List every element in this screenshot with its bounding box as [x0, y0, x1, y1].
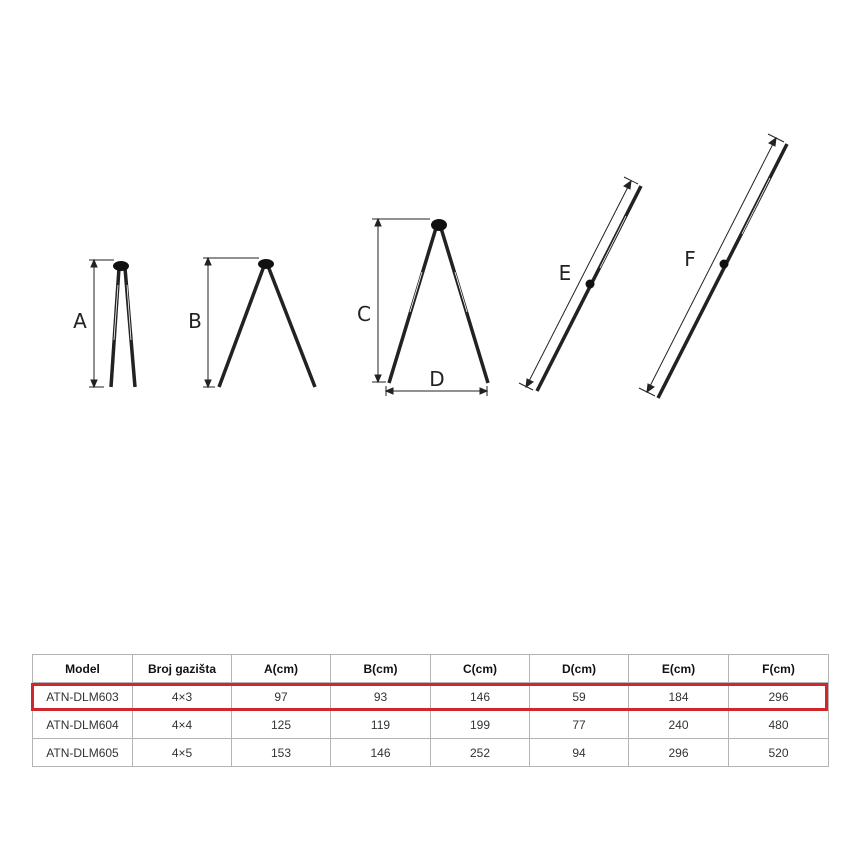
table-header-row	[33, 655, 829, 683]
dimension-d-label: D	[429, 367, 445, 391]
table-row	[33, 739, 829, 767]
cell-e: 184	[629, 683, 729, 711]
dimension-b-line	[203, 258, 259, 387]
cell-d: 77	[530, 711, 629, 739]
cell-b: 119	[331, 711, 431, 739]
ladder-closed-figure	[73, 260, 135, 387]
cell-b: 93	[331, 683, 431, 711]
ladder-extended-figure	[639, 134, 787, 398]
table-row	[33, 711, 829, 739]
cell-c: 146	[431, 683, 530, 711]
ladder-hinge	[586, 280, 595, 289]
cell-a: 125	[232, 711, 331, 739]
dimension-c-label: C	[357, 302, 371, 326]
cell-d: 59	[530, 683, 629, 711]
ladder-leg-right	[268, 266, 315, 387]
dimension-c-line	[372, 219, 430, 382]
ladder-hinge	[720, 260, 729, 269]
cell-c: 252	[431, 739, 530, 767]
ladder-partly-open-figure	[188, 258, 315, 387]
cell-model: ATN-DLM605	[33, 739, 133, 767]
column-header-b: B(cm)	[331, 655, 431, 683]
cell-e: 240	[629, 711, 729, 739]
cell-d: 94	[530, 739, 629, 767]
cell-c: 199	[431, 711, 530, 739]
cell-a: 97	[232, 683, 331, 711]
dimension-f-line	[639, 134, 784, 396]
cell-steps: 4×3	[133, 683, 232, 711]
column-header-a: A(cm)	[232, 655, 331, 683]
cell-a: 153	[232, 739, 331, 767]
specification-table	[32, 654, 829, 767]
cell-steps: 4×5	[133, 739, 232, 767]
cell-f: 520	[729, 739, 829, 767]
ladder-a-frame-figure	[357, 219, 488, 396]
cell-f: 296	[729, 683, 829, 711]
column-header-c: C(cm)	[431, 655, 530, 683]
cell-f: 480	[729, 711, 829, 739]
ladder-leg-left	[389, 228, 436, 383]
ladder-straight-figure	[519, 177, 641, 391]
dimension-a-label: A	[73, 309, 87, 333]
column-header-e: E(cm)	[629, 655, 729, 683]
column-header-steps: Broj gazišta	[133, 655, 232, 683]
ladder-hinge	[258, 259, 274, 269]
cell-model: ATN-DLM604	[33, 711, 133, 739]
cell-model: ATN-DLM603	[33, 683, 133, 711]
column-header-model: Model	[33, 655, 133, 683]
cell-steps: 4×4	[133, 711, 232, 739]
dimension-e-line	[519, 177, 638, 390]
ladder-hinge	[431, 219, 447, 231]
ladder-leg-left	[219, 266, 264, 387]
dimension-f-label: F	[684, 247, 696, 271]
dimension-b-label: B	[188, 309, 202, 333]
dimension-a-line	[89, 260, 114, 387]
cell-e: 296	[629, 739, 729, 767]
cell-b: 146	[331, 739, 431, 767]
table-row	[33, 683, 829, 711]
dimension-e-label: E	[558, 261, 572, 285]
ladder-hinge	[113, 261, 129, 271]
column-header-f: F(cm)	[729, 655, 829, 683]
ladder-leg-right	[441, 228, 488, 383]
column-header-d: D(cm)	[530, 655, 629, 683]
